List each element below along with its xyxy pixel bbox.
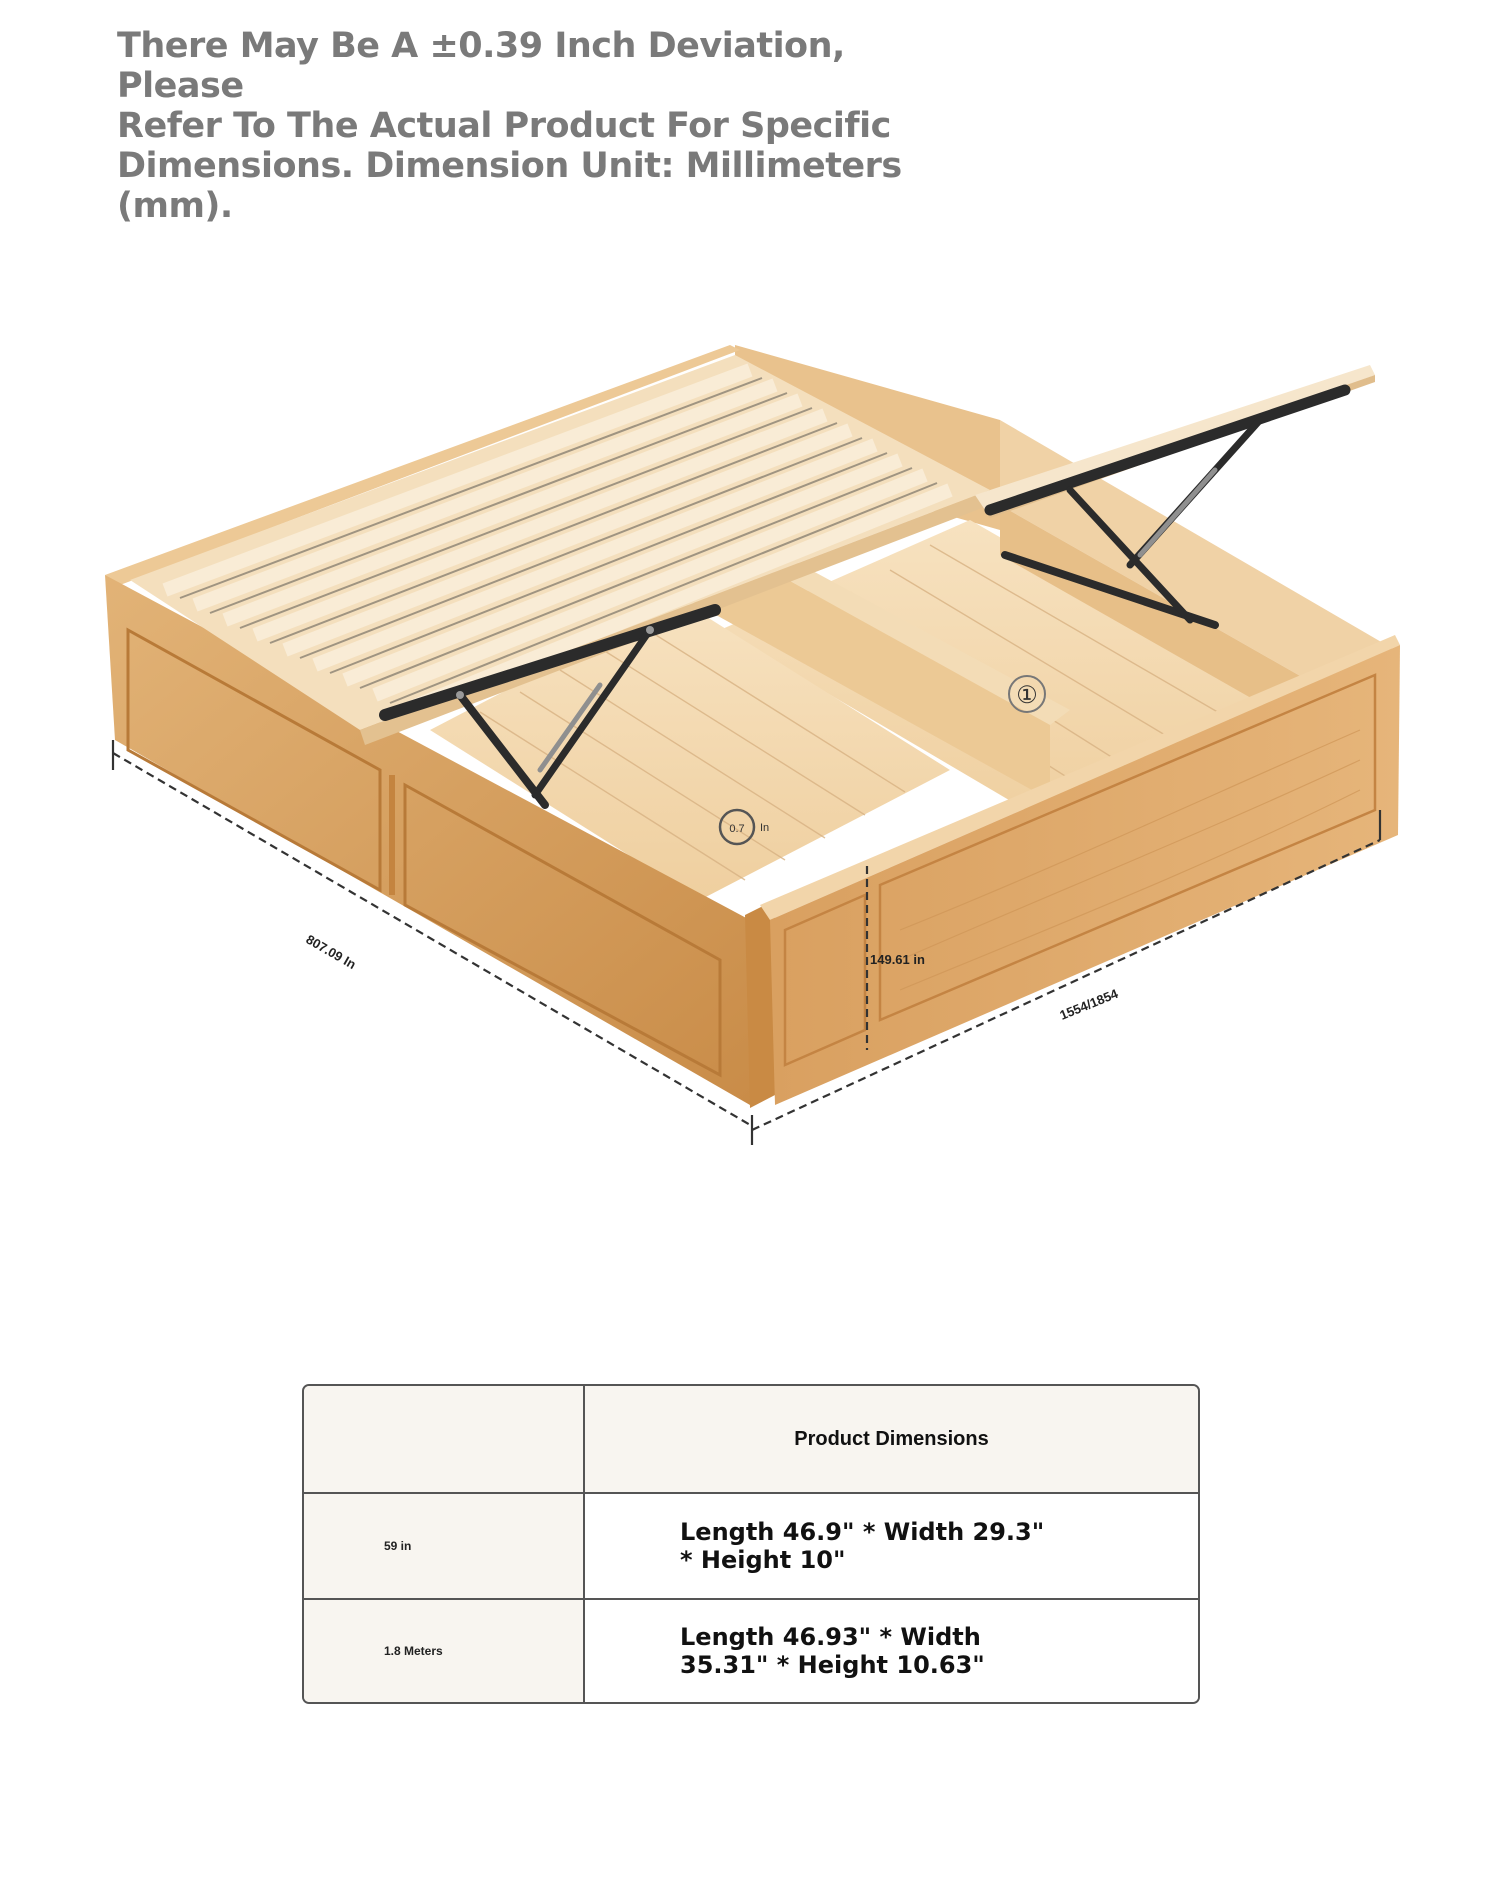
dimension-notice (117, 26, 977, 226)
table-row (304, 1600, 1198, 1702)
table-row (304, 1494, 1198, 1600)
dimension-label-left: 807.09 In (303, 931, 359, 973)
notice-line-3: Dimensions. Dimension Unit: Millimeters (mm). (117, 146, 902, 226)
table-cell-model: 1.8 Meters (304, 1600, 585, 1702)
table-cell-dimensions: Length 46.93" * Width 35.31" * Height 10.63" (585, 1600, 1198, 1702)
svg-text:①: ① (1016, 682, 1038, 709)
table-header-row (304, 1386, 1198, 1494)
dimension-label-right: 1554/1854 (1057, 985, 1121, 1023)
notice-line-1: There May Be A ±0.39 Inch Deviation, Please (117, 26, 845, 106)
notice-line-2: Refer To The Actual Product For Specific (117, 106, 891, 146)
table-header-dimensions: Product Dimensions (585, 1386, 1198, 1494)
dimensions-table (302, 1384, 1200, 1704)
svg-text:0.7: 0.7 (729, 823, 745, 835)
table-cell-model: 59 in (304, 1494, 585, 1600)
svg-text:In: In (760, 822, 770, 834)
dimension-label-height: 149.61 in (870, 952, 925, 967)
table-cell-dimensions: Length 46.9" * Width 29.3" * Height 10" (585, 1494, 1198, 1600)
storage-bed-illustration (0, 330, 1500, 1190)
table-header-blank (304, 1386, 585, 1494)
